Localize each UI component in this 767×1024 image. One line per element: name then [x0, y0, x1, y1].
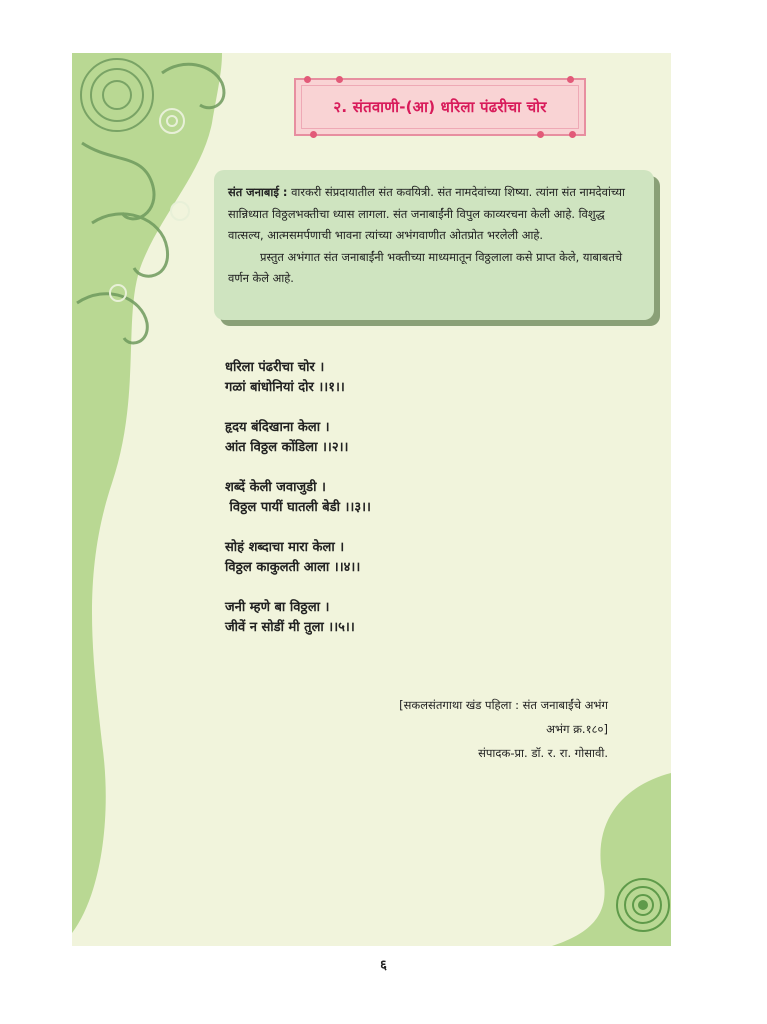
- stanza: [225, 418, 371, 458]
- author-label: संत जनाबाई :: [228, 185, 288, 199]
- intro-paragraph-1: [228, 182, 640, 247]
- intro-paragraph-2: प्रस्तुत अभंगात संत जनाबाईंनी भक्तीच्या माध्यमातून विठ्ठलाला कसे प्राप्त केले, याबाबतचे वर्णन केले आहे.: [228, 249, 623, 285]
- poem-line: विठ्ठल पायीं घातली बेडी ।।३।।: [225, 500, 371, 515]
- chapter-title: २. संतवाणी-(आ) धरिला पंढरीचा चोर: [333, 98, 547, 116]
- author-intro-box: [214, 170, 654, 320]
- stanza: [225, 358, 371, 398]
- source-citation: [399, 693, 608, 765]
- citation-line-1: [सकलसंतगाथा खंड पहिला : संत जनाबाईंचे अभंग: [399, 698, 608, 712]
- poem-line: हृदय बंदिखाना केला ।: [225, 420, 330, 435]
- poem-line: आंत विठ्ठल कोंडिला ।।२।।: [225, 440, 349, 455]
- poem-line: धरिला पंढरीचा चोर ।: [225, 360, 325, 375]
- page-number: ६: [380, 958, 387, 973]
- citation-editor: संपादक-प्रा. डॉ. र. रा. गोसावी.: [478, 746, 608, 760]
- chapter-title-box: [294, 78, 586, 136]
- poem-line: गळां बांधोनियां दोर ।।१।।: [225, 380, 345, 395]
- circle-motif: [617, 879, 669, 931]
- intro-text-1: वारकरी संप्रदायातील संत कवयित्री. संत नामदेवांच्या शिष्या. त्यांना संत नामदेवांच्या सान्निध्यात विठ्ठलभक्तीचा ध्यास लागला. संत जनाबाईंनी विपुल काव्यरचना केली आहे. विशुद्ध वात्सल्य, आत्मसमर्पणाची भावना त्यांच्या अभंगवाणीत ओतप्रोत भरलेली आहे.: [228, 185, 625, 242]
- poem-line: जनी म्हणे बा विठ्ठला ।: [225, 600, 330, 615]
- page: [72, 53, 671, 946]
- citation-line-2: अभंग क्र.१८०]: [546, 722, 608, 736]
- poem-line: सोहं शब्दाचा मारा केला ।: [225, 540, 345, 555]
- stanza: [225, 538, 371, 578]
- stanza: [225, 598, 371, 638]
- poem: [225, 358, 371, 658]
- stanza: [225, 478, 371, 518]
- poem-line: जीवें न सोडीं मी तुला ।।५।।: [225, 620, 355, 635]
- poem-line: विठ्ठल काकुलती आला ।।४।।: [225, 560, 361, 575]
- poem-line: शब्दें केली जवाजुडी ।: [225, 480, 326, 495]
